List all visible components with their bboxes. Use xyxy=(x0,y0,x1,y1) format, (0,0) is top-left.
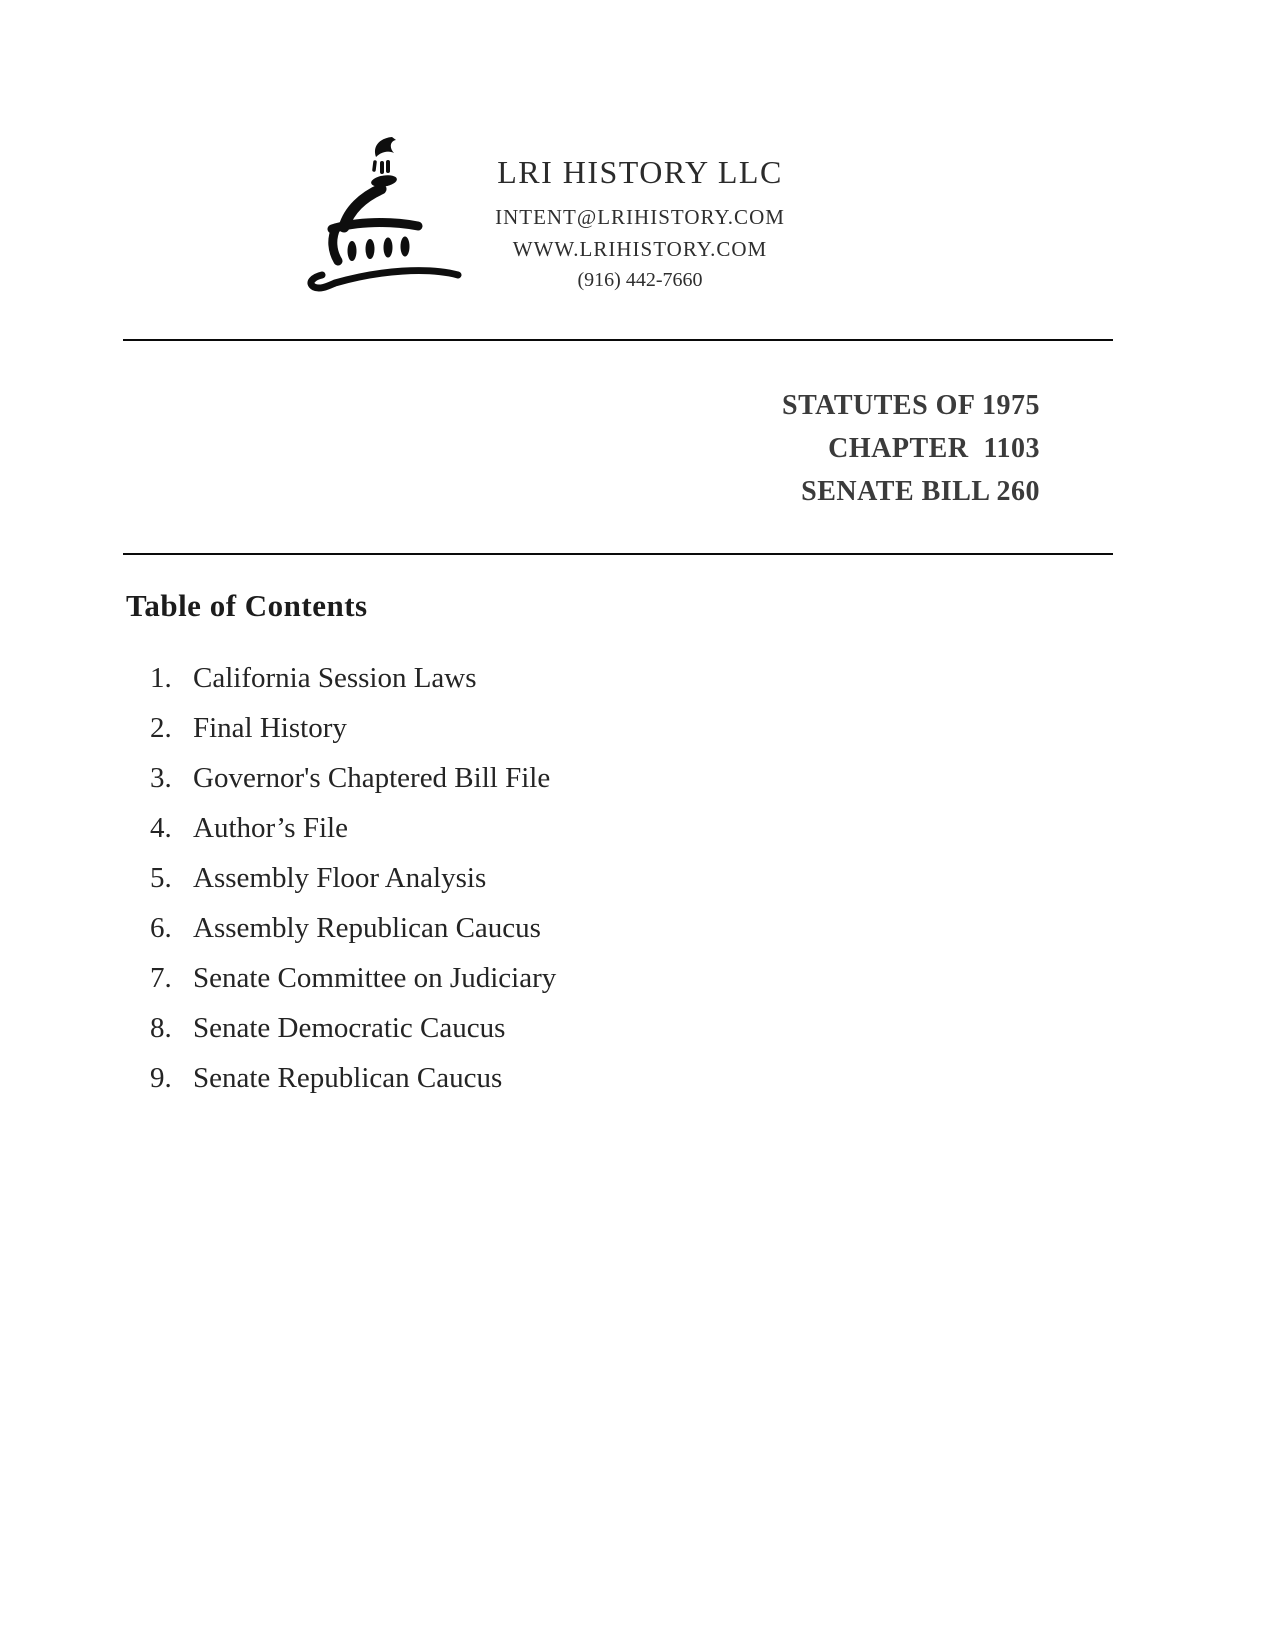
toc-item-label: Senate Republican Caucus xyxy=(193,1061,503,1094)
toc-item-number: 2. xyxy=(150,711,172,744)
toc-item-label: Assembly Floor Analysis xyxy=(193,861,487,894)
divider-top xyxy=(123,339,1113,341)
company-name: LRI HISTORY LLC xyxy=(497,154,783,190)
letterhead xyxy=(455,152,825,293)
toc-item-number: 1. xyxy=(150,661,172,694)
website-url: WWW.LRIHISTORY.COM xyxy=(512,237,768,261)
toc-item xyxy=(150,703,850,753)
toc-item-label: Author’s File xyxy=(193,811,348,844)
statutes-year: STATUTES OF 1975 xyxy=(782,390,1040,421)
toc-item-label: Senate Democratic Caucus xyxy=(193,1011,506,1044)
senate-bill-number: SENATE BILL 260 xyxy=(801,476,1040,507)
toc-item-label: Senate Committee on Judiciary xyxy=(193,961,557,994)
toc-item xyxy=(150,953,850,1003)
phone-number: (916) 442-7660 xyxy=(577,269,703,291)
capitol-dome-logo-icon xyxy=(295,128,465,293)
toc-item xyxy=(150,853,850,903)
toc-list xyxy=(150,653,850,1103)
toc-item xyxy=(150,903,850,953)
toc-item-label: Assembly Republican Caucus xyxy=(193,911,541,944)
divider-bottom xyxy=(123,553,1113,555)
toc-item-label: Final History xyxy=(193,711,347,744)
toc-item xyxy=(150,1003,850,1053)
toc-item xyxy=(150,753,850,803)
toc-item-label: California Session Laws xyxy=(193,661,477,694)
toc-item-label: Governor's Chaptered Bill File xyxy=(193,761,551,794)
toc-item-number: 5. xyxy=(150,861,172,894)
toc-item-number: 7. xyxy=(150,961,172,994)
toc-item xyxy=(150,1053,850,1103)
toc-item-number: 3. xyxy=(150,761,172,794)
email-address: INTENT@LRIHISTORY.COM xyxy=(495,205,785,229)
toc-item-number: 8. xyxy=(150,1011,172,1044)
toc-title: Table of Contents xyxy=(126,588,368,623)
chapter-number: CHAPTER 1103 xyxy=(828,433,1040,464)
toc-item-number: 6. xyxy=(150,911,172,944)
toc-item-number: 9. xyxy=(150,1061,172,1094)
toc-item xyxy=(150,653,850,703)
bill-reference xyxy=(540,384,1040,513)
toc-item-number: 4. xyxy=(150,811,172,844)
toc-item xyxy=(150,803,850,853)
